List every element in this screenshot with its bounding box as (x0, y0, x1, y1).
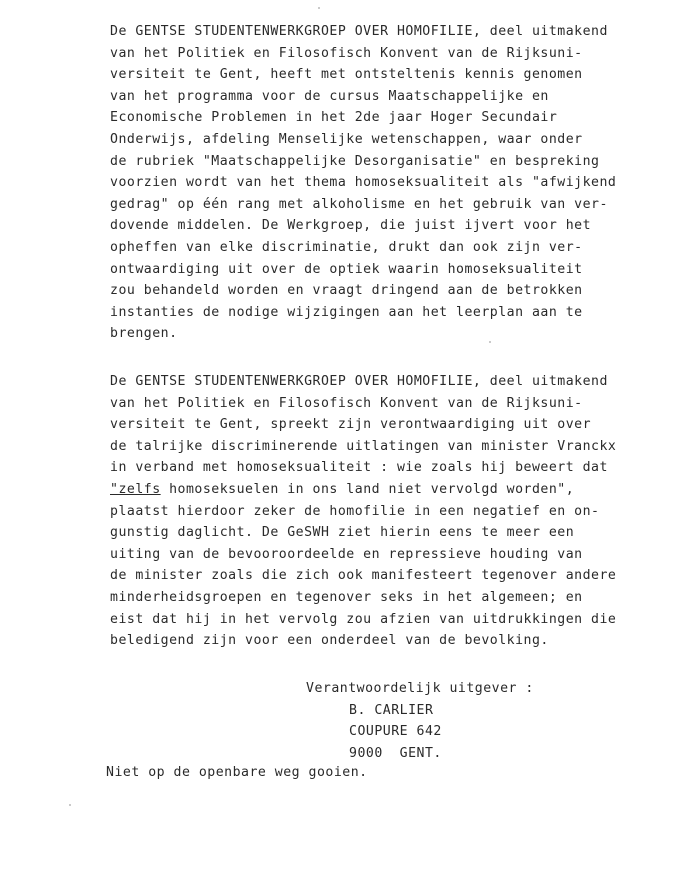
text-line: de minister zoals die zich ook manifesteert tegenover andere (110, 568, 617, 584)
text-line: ontwaardiging uit over de optiek waarin homoseksualiteit (110, 261, 583, 277)
text-line: uiting van de bevooroordeelde en repressieve houding van (110, 546, 583, 562)
text-line: in verband met homoseksualiteit : wie zoals hij beweert dat (110, 460, 608, 476)
paper-speck (489, 341, 491, 343)
text-line: plaatst hierdoor zeker de homofilie in een negatief en on- (110, 503, 600, 519)
paper-speck (69, 804, 71, 806)
text-line (110, 479, 616, 501)
text-line: de talrijke discriminerende uitlatingen van minister Vranckx (110, 438, 617, 454)
text-line: minderheidsgroepen en tegenover seks in het algemeen; en (110, 589, 583, 605)
text-line: van het Politiek en Filosofisch Konvent van de Rijksuni- (110, 395, 583, 411)
text-line: brengen. (110, 326, 178, 342)
text-line: zou behandeld worden en vraagt dringend aan de betrokken (110, 283, 583, 299)
text-line: Economische Problemen in het 2de jaar Hoger Secundair (110, 110, 558, 126)
text-line: versiteit te Gent, heeft met ontsteltenis kennis genomen (110, 67, 583, 83)
text-line: van het Politiek en Filosofisch Konvent van de Rijksuni- (110, 45, 583, 61)
line-remainder: homoseksuelen in ons land niet vervolgd worden", (160, 481, 575, 497)
text-line: dovende middelen. De Werkgroep, die juist ijvert voor het (110, 218, 592, 234)
text-line: beledigend zijn voor een onderdeel van de bevolking. (110, 633, 549, 649)
text-line: Onderwijs, afdeling Menselijke wetenschappen, waar onder (110, 131, 583, 147)
littering-notice: Niet op de openbare weg gooien. (106, 765, 368, 780)
publisher-street: COUPURE 642 (349, 724, 442, 740)
text-line: versiteit te Gent, spreekt zijn verontwaardiging uit over (110, 417, 592, 433)
paragraph-curriculum-protest (110, 21, 616, 345)
publisher-label: Verantwoordelijk uitgever : (306, 681, 534, 696)
publisher-name: B. CARLIER (349, 702, 434, 718)
text-line: gunstig daglicht. De GeSWH ziet hierin eens te meer een (110, 525, 575, 541)
paper-speck (318, 7, 320, 9)
publisher-block (306, 678, 534, 764)
text-line: De GENTSE STUDENTENWERKGROEP OVER HOMOFILIE, deel uitmakend (110, 24, 608, 39)
publisher-city: 9000 GENT. (349, 745, 442, 761)
text-line: gedrag" op één rang met alkoholisme en het gebruik van ver- (110, 196, 608, 212)
paragraph-minister-protest (110, 371, 616, 652)
text-line: eist dat hij in het vervolg zou afzien van uitdrukkingen die (110, 611, 617, 627)
text-line: van het programma voor de cursus Maatschappelijke en (110, 88, 549, 104)
text-line: de rubriek "Maatschappelijke Desorganisatie" en bespreking (110, 153, 600, 169)
text-line: instanties de nodige wijzigingen aan het leerplan aan te (110, 304, 583, 320)
text-line: voorzien wordt van het thema homoseksualiteit als "afwijkend (110, 175, 617, 191)
text-line: De GENTSE STUDENTENWERKGROEP OVER HOMOFILIE, deel uitmakend (110, 374, 608, 389)
underlined-word: "zelfs (110, 481, 161, 497)
text-line: opheffen van elke discriminatie, drukt dan ook zijn ver- (110, 239, 583, 255)
